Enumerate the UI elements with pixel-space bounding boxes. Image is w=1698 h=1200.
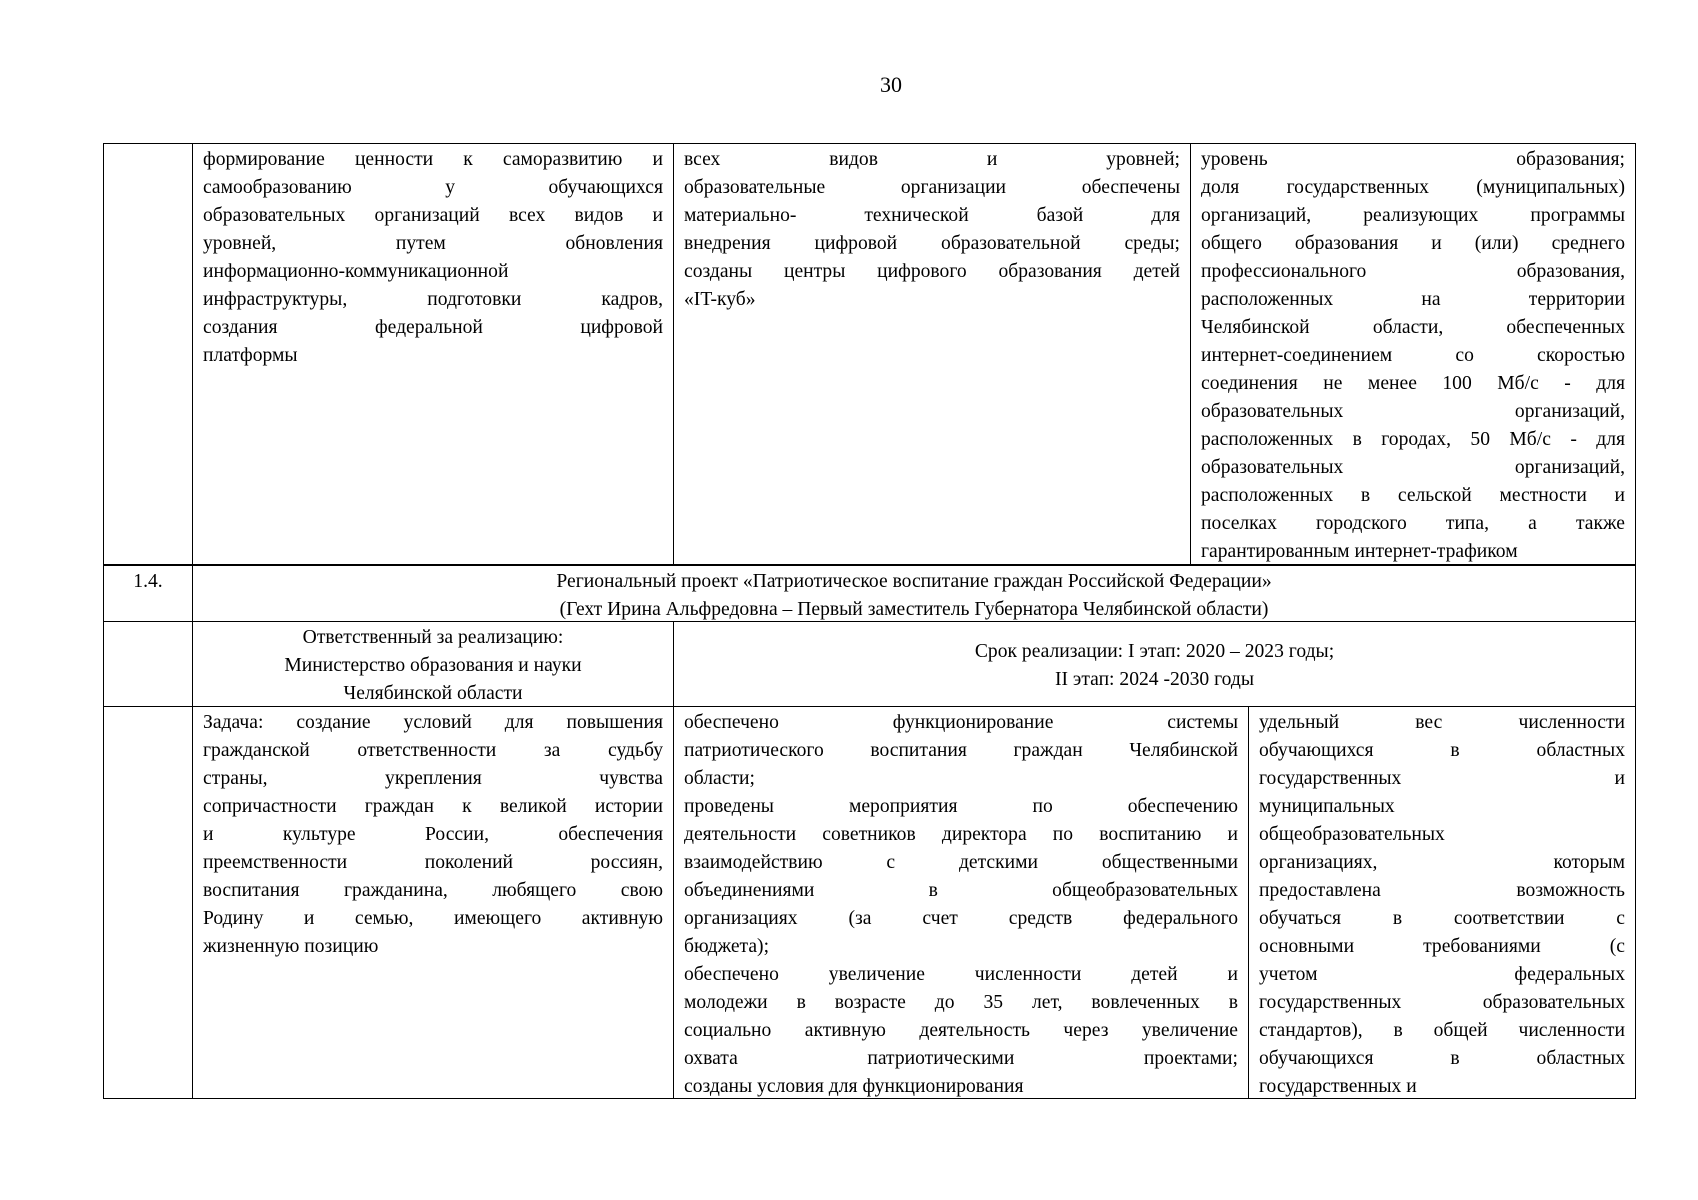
- text-line: обучающихся в областных: [1259, 1048, 1625, 1069]
- text-line: платформы: [203, 345, 298, 366]
- text-line: Челябинской области, обеспеченных: [1201, 317, 1625, 338]
- text-line: обучающихся в областных: [1259, 740, 1625, 761]
- text-line: сопричастности граждан к великой истории: [203, 796, 663, 817]
- text-line: государственных образовательных: [1259, 992, 1625, 1013]
- page-number: 30: [880, 72, 902, 97]
- text-line: расположенных на территории: [1201, 289, 1625, 310]
- text-line: всех видов и уровней;: [684, 149, 1180, 170]
- text-line: внедрения цифровой образовательной среды;: [684, 233, 1180, 254]
- text-line: муниципальных: [1259, 796, 1395, 817]
- text-line: образовательных организаций,: [1201, 457, 1625, 478]
- project-curator: (Гехт Ирина Альфредовна – Первый заместитель Губернатора Челябинской области): [559, 599, 1269, 620]
- text-line: обучаться в соответствии с: [1259, 908, 1625, 929]
- task-cell: [193, 707, 673, 1097]
- text-line: Ответственный за реализацию:: [302, 627, 564, 648]
- task-results-cell: [674, 707, 1248, 1097]
- text-line: охвата патриотическими проектами;: [684, 1048, 1238, 1069]
- text-line: расположенных в городах, 50 Мб/с - для: [1201, 429, 1625, 450]
- text-line: инфраструктуры, подготовки кадров,: [203, 289, 663, 310]
- text-line: образовательные организации обеспечены: [684, 177, 1180, 198]
- text-line: создания федеральной цифровой: [203, 317, 663, 338]
- project-title-cell: [193, 566, 1635, 622]
- text-line: молодежи в возрасте до 35 лет, вовлеченных в: [684, 992, 1238, 1013]
- text-line: организаций, реализующих программы: [1201, 205, 1625, 226]
- text-line: созданы центры цифрового образования детей: [684, 261, 1180, 282]
- text-line: объединениями в общеобразовательных: [684, 880, 1238, 901]
- text-line: общеобразовательных: [1259, 824, 1445, 845]
- text-line: гражданской ответственности за судьбу: [203, 740, 663, 761]
- text-line: образовательных организаций всех видов и: [203, 205, 663, 226]
- text-line: организациях, которым: [1259, 852, 1625, 873]
- text-line: государственных и: [1259, 768, 1625, 789]
- task-indicator-cell: [1249, 707, 1635, 1097]
- text-line: интернет-соединением со скоростью: [1201, 345, 1625, 366]
- text-line: воспитания гражданина, любящего свою: [203, 880, 663, 901]
- text-line: расположенных в сельской местности и: [1201, 485, 1625, 506]
- text-line: Челябинской области: [343, 683, 523, 704]
- text-line: Родину и семью, имеющего активную: [203, 908, 663, 929]
- text-line: области;: [684, 768, 755, 789]
- text-line: удельный вес численности: [1259, 712, 1625, 733]
- text-line: самообразованию у обучающихся: [203, 177, 663, 198]
- goal-cell: [193, 144, 673, 564]
- text-line: и культуре России, обеспечения: [203, 824, 663, 845]
- text-line: Министерство образования и науки: [284, 655, 582, 676]
- project-title: Региональный проект «Патриотическое воспитание граждан Российской Федерации»: [556, 571, 1272, 592]
- text-line: учетом федеральных: [1259, 964, 1625, 985]
- text-line: жизненную позицию: [203, 936, 379, 957]
- text-line: «IT-куб»: [684, 289, 756, 310]
- text-line: проведены мероприятия по обеспечению: [684, 796, 1238, 817]
- text-line: преемственности поколений россиян,: [203, 852, 663, 873]
- text-line: уровень образования;: [1201, 149, 1625, 170]
- text-line: страны, укрепления чувства: [203, 768, 663, 789]
- responsible-cell: [193, 622, 673, 706]
- text-line: уровней, путем обновления: [203, 233, 663, 254]
- text-line: взаимодействию с детскими общественными: [684, 852, 1238, 873]
- text-line: материально- технической базой для: [684, 205, 1180, 226]
- text-line: профессионального образования,: [1201, 261, 1625, 282]
- text-line: бюджета);: [684, 936, 770, 957]
- results-cell: [674, 144, 1190, 564]
- text-line: основными требованиями (с: [1259, 936, 1625, 957]
- text-line: соединения не менее 100 Мб/с - для: [1201, 373, 1625, 394]
- text-line: информационно-коммуникационной: [203, 261, 509, 282]
- text-line: II этап: 2024 -2030 годы: [1054, 669, 1255, 690]
- text-line: доля государственных (муниципальных): [1201, 177, 1625, 198]
- text-line: формирование ценности к саморазвитию и: [203, 149, 663, 170]
- text-line: обеспечено функционирование системы: [684, 712, 1238, 733]
- project-number: 1.4.: [133, 571, 163, 592]
- text-line: Срок реализации: I этап: 2020 – 2023 годы;: [974, 641, 1335, 662]
- term-cell: [674, 636, 1635, 696]
- text-line: стандартов), в общей численности: [1259, 1020, 1625, 1041]
- text-line: государственных и: [1259, 1076, 1417, 1097]
- indicator-cell: [1191, 144, 1635, 564]
- text-line: поселках городского типа, а также: [1201, 513, 1625, 534]
- text-line: предоставлена возможность: [1259, 880, 1625, 901]
- text-line: Задача: создание условий для повышения: [203, 712, 663, 733]
- text-line: социально активную деятельность через увеличение: [684, 1020, 1238, 1041]
- text-line: гарантированным интернет-трафиком: [1201, 541, 1518, 562]
- text-line: образовательных организаций,: [1201, 401, 1625, 422]
- text-line: патриотического воспитания граждан Челябинской: [684, 740, 1238, 761]
- text-line: созданы условия для функционирования: [684, 1076, 1024, 1097]
- text-line: обеспечено увеличение численности детей и: [684, 964, 1238, 985]
- text-line: общего образования и (или) среднего: [1201, 233, 1625, 254]
- text-line: деятельности советников директора по воспитанию и: [684, 824, 1238, 845]
- text-line: организациях (за счет средств федерального: [684, 908, 1238, 929]
